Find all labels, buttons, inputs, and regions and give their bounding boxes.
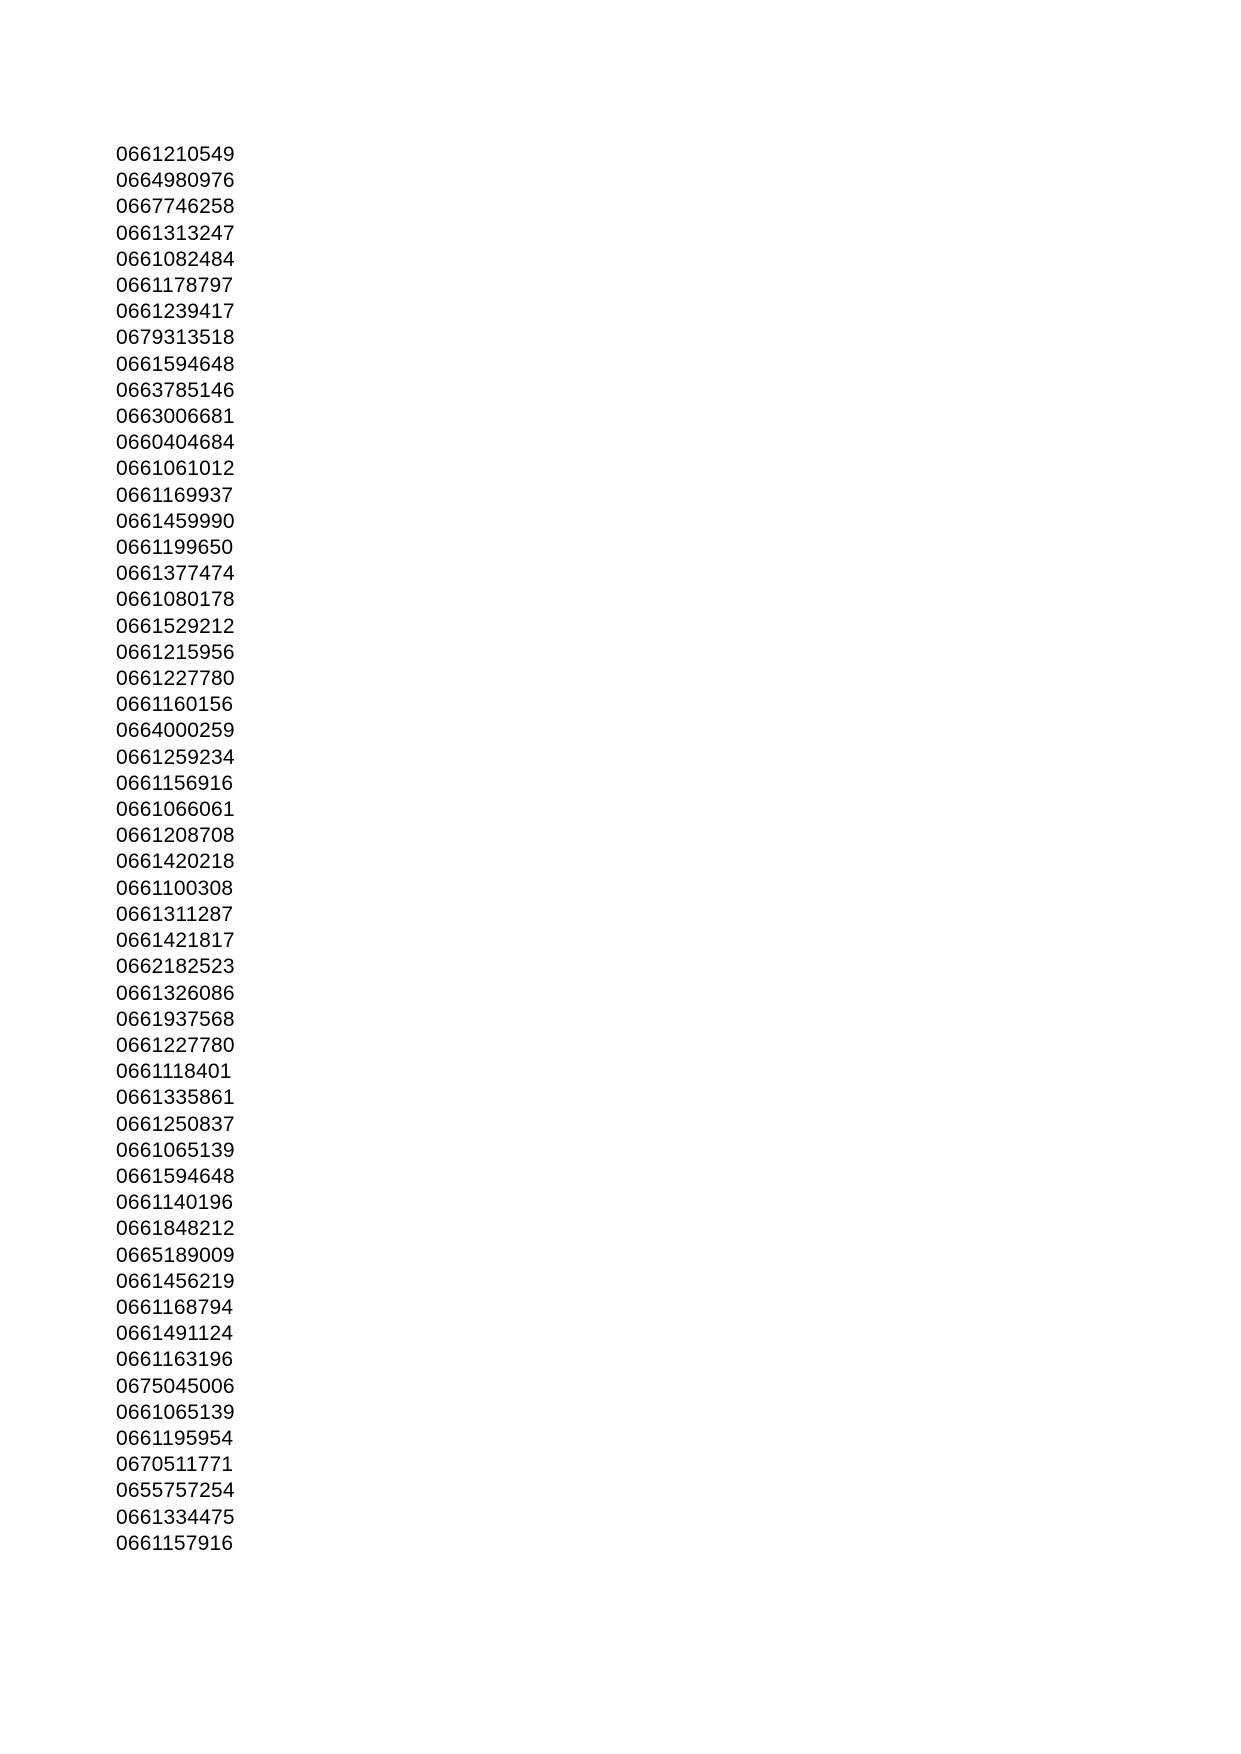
phone-number-line: 0661065139 — [116, 1138, 235, 1162]
phone-number-line: 0660404684 — [116, 431, 235, 455]
phone-number-line: 0679313518 — [116, 326, 235, 350]
phone-number-line: 0661239417 — [116, 300, 235, 324]
phone-number-line: 0670511771 — [116, 1453, 234, 1477]
phone-number-line: 0675045006 — [116, 1374, 235, 1398]
phone-number-line: 0661491124 — [116, 1322, 234, 1346]
phone-number-line: 0664000259 — [116, 719, 235, 743]
phone-number-line: 0661377474 — [116, 562, 235, 586]
phone-number-line: 0661848212 — [116, 1217, 235, 1241]
phone-number-line: 0661082484 — [116, 247, 235, 271]
phone-number-line: 0661168794 — [116, 1295, 234, 1319]
phone-number-line: 0661937568 — [116, 1007, 235, 1031]
phone-number-line: 0663785146 — [116, 378, 235, 402]
phone-number-line: 0661529212 — [116, 614, 235, 638]
phone-number-line: 0661210549 — [116, 143, 235, 166]
phone-number-line: 0661335861 — [116, 1086, 235, 1110]
phone-number-line: 0661160156 — [116, 693, 234, 717]
phone-number-line: 0661259234 — [116, 745, 235, 769]
phone-number-line: 0662182523 — [116, 955, 235, 979]
phone-number-line: 0661163196 — [116, 1348, 234, 1372]
phone-number-line: 0664980976 — [116, 169, 235, 193]
phone-number-line: 0661313247 — [116, 221, 235, 245]
phone-number-line: 0661178797 — [116, 274, 234, 298]
phone-number-line: 0661594648 — [116, 352, 235, 376]
phone-number-line: 0661061012 — [116, 457, 235, 481]
phone-number-line: 0661311287 — [116, 902, 234, 926]
phone-number-line: 0661459990 — [116, 509, 235, 533]
phone-number-line: 0667746258 — [116, 195, 235, 219]
phone-number-line: 0665189009 — [116, 1243, 235, 1267]
phone-number-line: 0661227780 — [116, 667, 235, 691]
phone-number-line: 0661100308 — [116, 876, 234, 900]
phone-number-line: 0661065139 — [116, 1400, 235, 1424]
phone-number-line: 0661250837 — [116, 1112, 235, 1136]
phone-number-line: 0661334475 — [116, 1505, 235, 1529]
phone-number-line: 0655757254 — [116, 1479, 235, 1503]
phone-number-line: 0661157916 — [116, 1531, 234, 1555]
phone-number-line: 0663006681 — [116, 405, 235, 429]
phone-number-line: 0661169937 — [116, 483, 234, 507]
phone-number-line: 0661456219 — [116, 1269, 235, 1293]
phone-number-line: 0661140196 — [116, 1191, 234, 1215]
phone-number-line: 0661195954 — [116, 1426, 234, 1450]
phone-number-line: 0661199650 — [116, 536, 234, 560]
phone-number-line: 0661118401 — [116, 1060, 232, 1084]
phone-number-line: 0661227780 — [116, 1033, 235, 1057]
phone-number-list — [116, 142, 235, 1557]
phone-number-line: 0661215956 — [116, 640, 235, 664]
phone-number-line: 0661594648 — [116, 1164, 235, 1188]
phone-number-line: 0661156916 — [116, 771, 234, 795]
phone-number-line: 0661208708 — [116, 824, 235, 848]
phone-number-line: 0661326086 — [116, 981, 235, 1005]
phone-number-line: 0661066061 — [116, 798, 235, 822]
phone-number-line: 0661080178 — [116, 588, 235, 612]
phone-number-line: 0661421817 — [116, 929, 235, 953]
phone-number-line: 0661420218 — [116, 850, 235, 874]
